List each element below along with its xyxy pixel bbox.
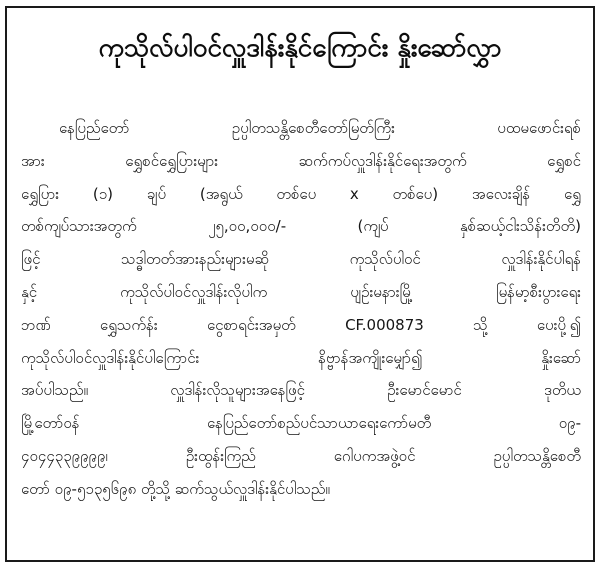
body-line: ဖြင့် သဒ္ဓါတတ်အားနည်းများမဆို ကုသိုလ်ပါဝင် လှူဒါန်းနိုင်ပါရန် — [21, 250, 581, 269]
body-line: နှင့် ကုသိုလ်ပါဝင်လှူဒါန်းလိုပါက ပျဉ်းမနားမြို့ မြန်မာ့စီးပွားရေး — [21, 282, 581, 301]
notice-headline: ကုသိုလ်ပါဝင်လှူဒါန်းနိုင်ကြောင်း နှိုးဆော်လွှာ — [98, 33, 502, 63]
body-line: ရွှေပြား (၁) ချပ် (အရွယ် တစ်ပေ x တစ်ပေ) အလေးချိန် ရွှေ — [21, 184, 581, 203]
body-line: မြို့တော်ဝန် နေပြည်တော်စည်ပင်သာယာရေးကော်မတီ ၀၉- — [21, 414, 581, 433]
body-line: ဘဏ် ရွှေသက်န်း ငွေစာရင်းအမှတ် CF.000873 သို့ ပေးပို့၍ — [21, 315, 581, 334]
body-line: နေပြည်တော် ဥပ္ပါတသန္တိစေတီတော်မြတ်ကြီး ပထမဖောင်းရစ် — [59, 119, 581, 137]
notice-box — [5, 6, 595, 562]
body-line: တစ်ကျပ်သားအတွက် ၂၅,၀၀,၀၀၀/- (ကျပ် နှစ်ဆယ့်ငါးသိန်းတိတိ) — [21, 217, 581, 236]
body-line: တော် ၀၉-၅၁၃၅၆၉၈ တို့သို့ ဆက်သွယ်လှူဒါန်းနိုင်ပါသည်။ — [21, 479, 330, 498]
body-line: ကုသိုလ်ပါဝင်လှူဒါန်းနိုင်ပါကြောင်း နိဗ္ဗာန်အကျိုးမျှော်၍ နှိုးဆော် — [21, 348, 581, 367]
notice-body — [21, 112, 581, 506]
body-line: ၄၀၄၄၃၃၉၉၉၉၊ ဦးထွန်းကြည် ဂေါပကအဖွဲ့ဝင် ဥပ္ပါတသန္တိစေတီ — [21, 446, 581, 465]
body-line: အပ်ပါသည်။ လှူဒါန်းလိုသူများအနေဖြင့် ဦးမောင်မောင် ဒုတိယ — [21, 381, 581, 400]
body-line: အား ရွှေစင်ရွှေပြားများ ဆက်ကပ်လှူဒါန်းနိုင်ရေးအတွက် ရွှေစင် — [21, 151, 581, 170]
